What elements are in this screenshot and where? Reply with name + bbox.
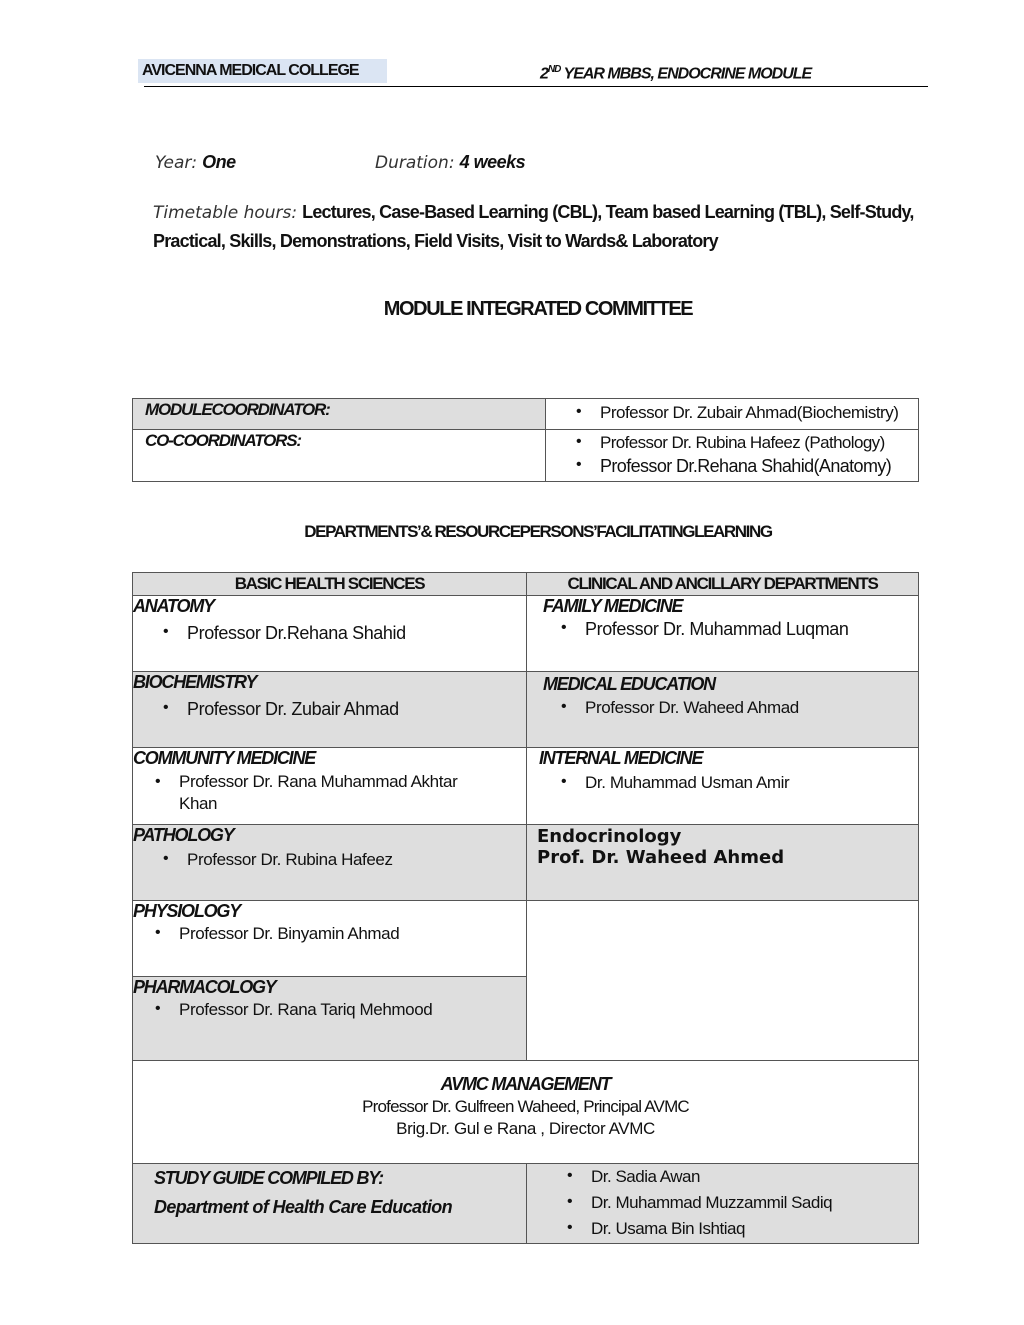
compiled-person-1: • Dr. Sadia Awan <box>567 1167 918 1187</box>
internal-cell <box>527 748 919 825</box>
biochem-person: • Professor Dr. Zubair Ahmad <box>163 699 526 720</box>
family-name: FAMILY MEDICINE <box>543 596 683 616</box>
pathology-cell <box>133 825 527 901</box>
biochem-name: BIOCHEMISTRY <box>133 672 257 692</box>
year-label: Year: <box>155 153 198 173</box>
departments-title: DEPARTMENTS’& RESOURCEPERSONS’FACILITATINGLEARNING <box>304 522 772 541</box>
co-coordinator-1: • Professor Dr. Rubina Hafeez (Pathology) <box>576 433 918 453</box>
management-line-2: Brig.Dr. Gul e Rana , Director AVMC <box>396 1119 655 1138</box>
departments-table <box>132 572 919 1244</box>
endo-name: Endocrinology <box>537 826 682 847</box>
endo-person: Prof. Dr. Waheed Ahmed <box>537 847 785 868</box>
physiology-cell <box>133 901 527 977</box>
physiology-name: PHYSIOLOGY <box>133 901 241 921</box>
year-number: 2 <box>540 65 548 83</box>
meded-person: • Professor Dr. Waheed Ahmad <box>561 698 918 718</box>
clinical-header: CLINICAL AND ANCILLARY DEPARTMENTS <box>527 573 919 596</box>
pharmacology-cell <box>133 977 527 1061</box>
compiled-label-cell <box>133 1164 527 1244</box>
community-cell <box>133 748 527 825</box>
compiled-person-3: • Dr. Usama Bin Ishtiaq <box>567 1219 918 1239</box>
co-coordinators-label: CO-COORDINATORS: <box>145 431 301 450</box>
family-person: • Professor Dr. Muhammad Luqman <box>561 619 918 640</box>
committee-title: MODULE INTEGRATED COMMITTEE <box>383 298 693 320</box>
compiled-label: STUDY GUIDE COMPILED BY: <box>154 1168 383 1188</box>
physiology-person: • Professor Dr. Binyamin Ahmad <box>155 924 526 944</box>
timetable-value: Lectures, Case-Based Learning (CBL), Team based Learning (TBL), Self-Study, Practical, Skills, Demonstrations, Field Visits, Visit to Wards& Laboratory <box>153 202 914 251</box>
co-value-cell <box>546 430 919 482</box>
anatomy-person: • Professor Dr.Rehana Shahid <box>163 623 526 644</box>
duration-line <box>375 152 525 173</box>
coordinator-table <box>132 398 919 482</box>
basic-sciences-header: BASIC HEALTH SCIENCES <box>133 573 527 596</box>
year-line <box>155 152 236 173</box>
anatomy-cell <box>133 596 527 672</box>
management-title: AVMC MANAGEMENT <box>440 1074 611 1094</box>
module-header <box>540 59 811 85</box>
internal-name: INTERNAL MEDICINE <box>539 748 703 768</box>
timetable-line <box>153 198 953 255</box>
meded-cell <box>527 672 919 748</box>
pathology-person: • Professor Dr. Rubina Hafeez <box>163 850 526 870</box>
community-name: COMMUNITY MEDICINE <box>133 748 316 768</box>
anatomy-name: ANATOMY <box>133 596 214 616</box>
pharmacology-person: • Professor Dr. Rana Tariq Mehmood <box>155 1000 526 1020</box>
header-rule <box>144 86 928 87</box>
internal-person: • Dr. Muhammad Usman Amir <box>561 773 918 793</box>
coordinator-label-cell <box>133 399 546 430</box>
compiled-person-2: • Dr. Muhammad Muzzammil Sadiq <box>567 1193 918 1213</box>
year-superscript: ND <box>547 64 561 75</box>
management-cell <box>133 1061 919 1164</box>
biochem-cell <box>133 672 527 748</box>
pathology-name: PATHOLOGY <box>133 825 234 845</box>
module-text: YEAR MBBS, ENDOCRINE MODULE <box>563 65 812 83</box>
co-coordinator-2: • Professor Dr.Rehana Shahid(Anatomy) <box>576 456 918 477</box>
co-label-cell <box>133 430 546 482</box>
timetable-label: Timetable hours: <box>153 203 298 223</box>
coordinator-value-cell <box>546 399 919 430</box>
coordinator-name: • Professor Dr. Zubair Ahmad(Biochemistry) <box>576 403 918 423</box>
empty-cell <box>527 901 919 1061</box>
coordinator-label: MODULECOORDINATOR: <box>145 400 330 419</box>
management-line-1: Professor Dr. Gulfreen Waheed, Principal AVMC <box>362 1097 689 1116</box>
duration-label: Duration: <box>375 153 455 173</box>
college-name: AVICENNA MEDICAL COLLEGE <box>138 59 387 83</box>
year-value: One <box>202 152 236 172</box>
family-cell <box>527 596 919 672</box>
duration-value: 4 weeks <box>459 152 526 172</box>
meded-name: MEDICAL EDUCATION <box>543 674 715 694</box>
compiled-dept: Department of Health Care Education <box>154 1197 453 1217</box>
endo-cell <box>527 825 919 901</box>
pharmacology-name: PHARMACOLOGY <box>133 977 276 997</box>
community-person: • Professor Dr. Rana Muhammad Akhtar Khan <box>155 771 489 815</box>
compiled-people-cell <box>527 1164 919 1244</box>
